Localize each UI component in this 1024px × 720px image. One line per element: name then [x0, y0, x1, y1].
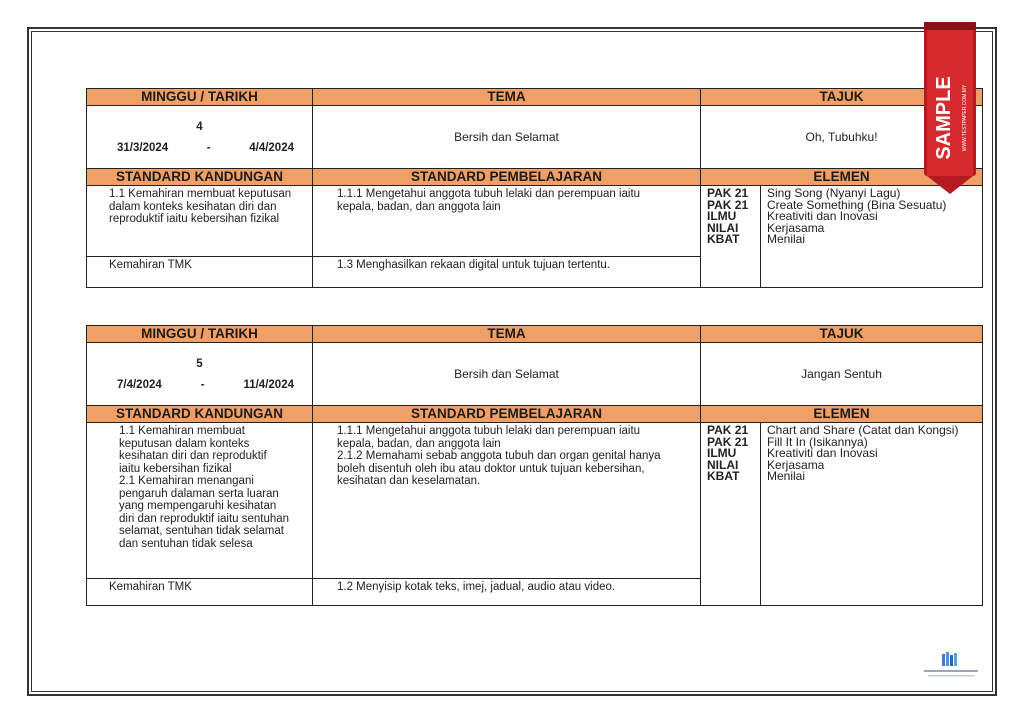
- header-elemen: ELEMEN: [701, 169, 983, 186]
- standard-kandungan-text: 1.1 Kemahiran membuat keputusan dalam konteks kesihatan diri dan reproduktif iaitu kebersihan fizikal: [87, 186, 313, 257]
- standard-pembelajaran-text: 1.1.1 Mengetahui anggota tubuh lelaki dan perempuan iaitu kepala, badan, dan anggota lain: [313, 186, 701, 257]
- lesson-table-week-4: [86, 88, 983, 288]
- date-start: 31/3/2024: [117, 141, 169, 154]
- sample-label: SAMPLE: [933, 76, 955, 160]
- date-start: 7/4/2024: [117, 378, 162, 391]
- standard-kandungan-text: 1.1 Kemahiran membuat keputusan dalam konteks kesihatan diri dan reproduktif iaitu kebersihan fizikal 2.1 Kemahiran menangani pengaruh dalaman serta luaran yang mempengaruhi kesihatan diri dan reproduktif iaitu sentuhan selamat, sentuhan tidak selamat dan sentuhan tidak selesa: [87, 423, 313, 579]
- elemen-items: Sing Song (Nyanyi Lagu) Create Something (Bina Sesuatu) Kreativiti dan Inovasi Kerjasama Menilai: [761, 186, 983, 288]
- kemahiran-tmk-label: Kemahiran TMK: [87, 579, 313, 606]
- tajuk-value: Jangan Sentuh: [701, 343, 983, 406]
- header-elemen: ELEMEN: [701, 406, 983, 423]
- header-tajuk: TAJUK: [701, 326, 983, 343]
- date-separator: -: [200, 378, 205, 391]
- tema-value: Bersih dan Selamat: [313, 343, 701, 406]
- tmk-standard-text: 1.3 Menghasilkan rekaan digital untuk tujuan tertentu.: [313, 257, 701, 288]
- date-end: 4/4/2024: [249, 141, 294, 154]
- week-number: 4: [196, 120, 203, 133]
- week-cell: [87, 106, 313, 169]
- date-end: 11/4/2024: [243, 378, 294, 391]
- header-standard-pembelajaran: STANDARD PEMBELAJARAN: [313, 406, 701, 423]
- elemen-codes: PAK 21 PAK 21 ILMU NILAI KBAT: [701, 186, 761, 288]
- header-standard-pembelajaran: STANDARD PEMBELAJARAN: [313, 169, 701, 186]
- tajuk-value: Oh, Tubuhku!: [701, 106, 983, 169]
- tema-value: Bersih dan Selamat: [313, 106, 701, 169]
- header-tema: TEMA: [313, 326, 701, 343]
- week-cell: [87, 343, 313, 406]
- standard-pembelajaran-text: 1.1.1 Mengetahui anggota tubuh lelaki dan perempuan iaitu kepala, badan, dan anggota lain 2.1.2 Memahami sebab anggota tubuh dan organ genital hanya boleh disentuh oleh ibu atau doktor untuk tujuan kebersihan, kesihatan dan keselamatan.: [313, 423, 701, 579]
- elemen-items: Chart and Share (Catat dan Kongsi) Fill It In (Isikannya) Kreativiti dan Inovasi Kerjasama Menilai: [761, 423, 983, 606]
- sample-ribbon: [921, 22, 979, 194]
- publisher-logo: [920, 650, 982, 682]
- header-tajuk: TAJUK: [701, 89, 983, 106]
- header-standard-kandungan: STANDARD KANDUNGAN: [87, 406, 313, 423]
- header-tema: TEMA: [313, 89, 701, 106]
- sample-url: WWW.TESTPAPER.COM.MY: [962, 84, 968, 152]
- header-standard-kandungan: STANDARD KANDUNGAN: [87, 169, 313, 186]
- header-minggu-tarikh: MINGGU / TARIKH: [87, 326, 313, 343]
- header-minggu-tarikh: MINGGU / TARIKH: [87, 89, 313, 106]
- elemen-codes: PAK 21 PAK 21 ILMU NILAI KBAT: [701, 423, 761, 606]
- lesson-table-week-5: [86, 325, 983, 606]
- tmk-standard-text: 1.2 Menyisip kotak teks, imej, jadual, audio atau video.: [313, 579, 701, 606]
- date-separator: -: [206, 141, 211, 154]
- week-number: 5: [196, 357, 203, 370]
- kemahiran-tmk-label: Kemahiran TMK: [87, 257, 313, 288]
